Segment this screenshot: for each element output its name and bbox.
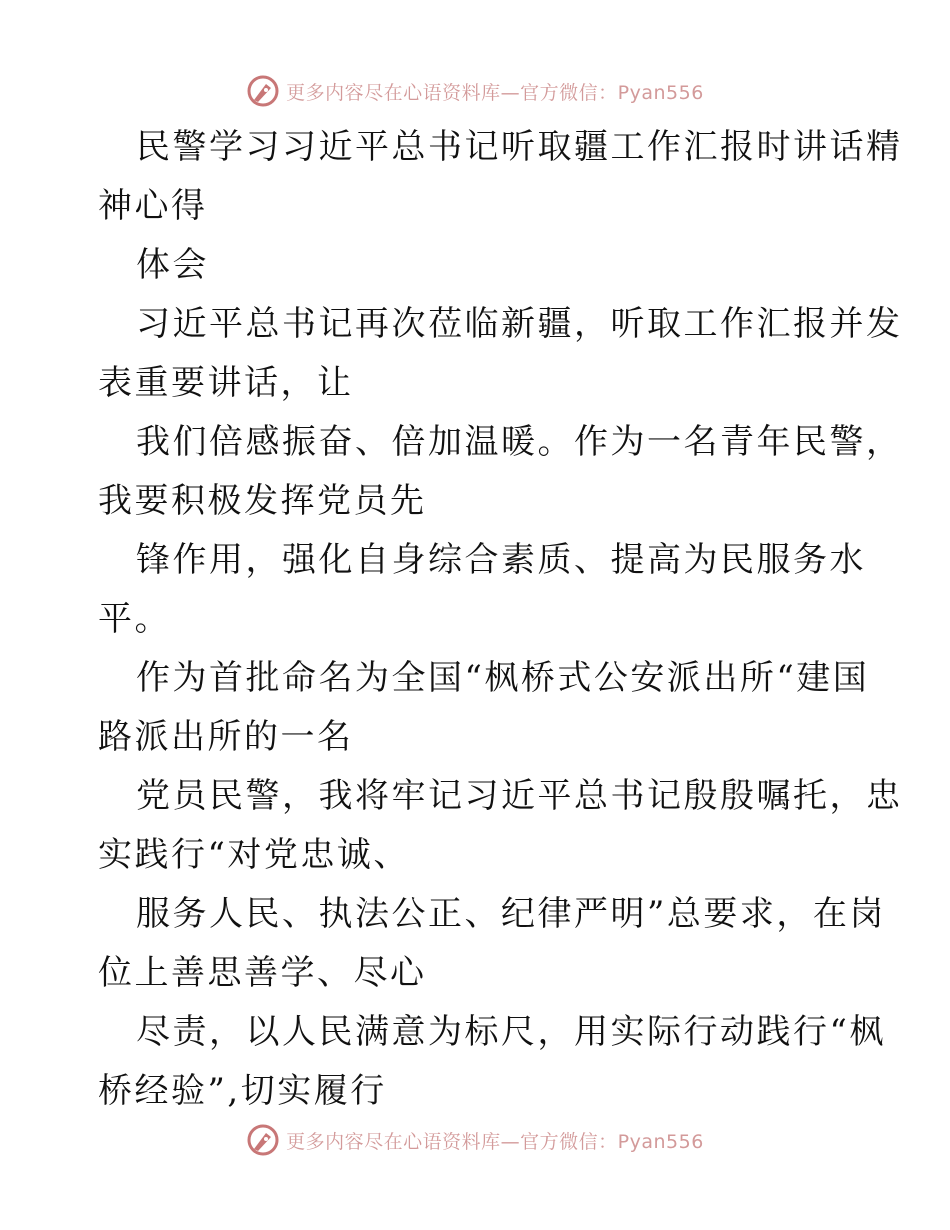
- text-line: 党员民警，我将牢记习近平总书记殷殷嘱托，忠: [136, 776, 903, 816]
- text-line: 桥经验”,切实履行: [98, 1071, 387, 1111]
- text-line: 路派出所的一名: [98, 717, 354, 757]
- text-line: 作为首批命名为全国“枫桥式公安派出所“建国: [136, 658, 870, 698]
- text-line: 我要积极发挥党员先: [98, 481, 427, 521]
- text-line: 服务人民、执法公正、纪律严明”总要求，在岗: [136, 894, 886, 934]
- pen-nib-logo-icon: [246, 74, 280, 108]
- text-line: 实践行“对党忠诚、: [98, 835, 410, 875]
- text-line: 尽责，以人民满意为标尺，用实际行动践行“枫: [136, 1012, 886, 1052]
- text-line: 神心得: [98, 186, 208, 226]
- header-watermark: [0, 71, 950, 111]
- text-line: 平。: [98, 599, 171, 639]
- text-line: 体会: [136, 245, 209, 285]
- text-line: 位上善思善学、尽心: [98, 953, 427, 993]
- document-body: [98, 118, 903, 1121]
- text-line: 锋作用，强化自身综合素质、提高为民服务水: [136, 540, 866, 580]
- text-line: 习近平总书记再次莅临新疆，听取工作汇报并发: [136, 304, 903, 344]
- watermark-text: 更多内容尽在心语资料库—官方微信：Pyan556: [286, 1130, 704, 1153]
- text-line: 我们倍感振奋、倍加温暖。作为一名青年民警，: [136, 422, 903, 462]
- pen-nib-logo-icon: [246, 1123, 280, 1157]
- footer-watermark: [0, 1120, 950, 1160]
- text-line: 表重要讲话，让: [98, 363, 354, 403]
- text-line: 民警学习习近平总书记听取疆工作汇报时讲话精: [136, 127, 903, 167]
- watermark-text: 更多内容尽在心语资料库—官方微信：Pyan556: [286, 81, 704, 104]
